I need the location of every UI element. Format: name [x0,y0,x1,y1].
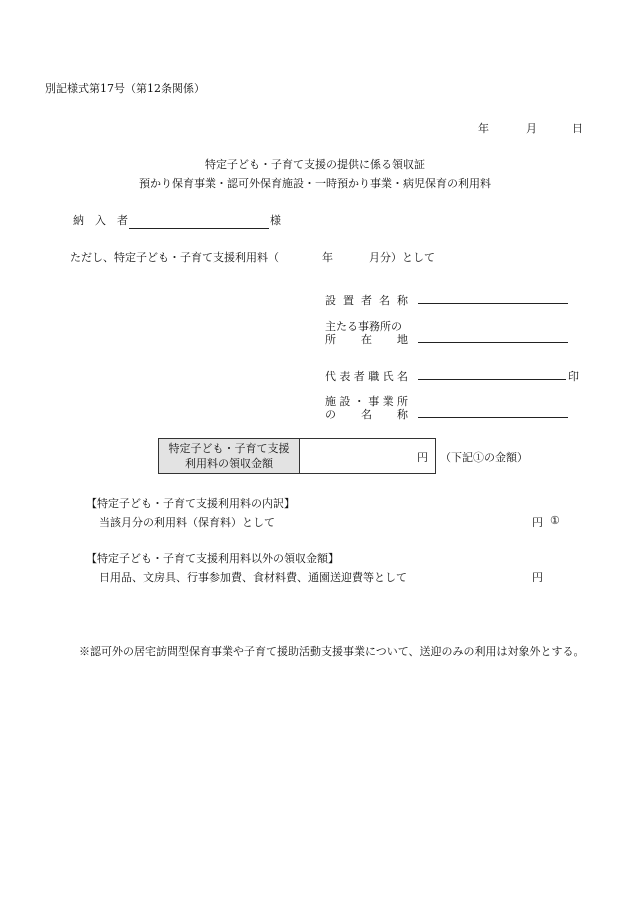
breakdown-item-marker: ① [550,514,560,527]
founder-name-field[interactable] [418,303,568,304]
date-day: 日 [572,122,583,135]
received-amount-label-line1: 特定子ども・子育て支援 [168,442,290,455]
seal-mark: 印 [568,370,579,383]
proviso-month: 月分）として [369,251,435,264]
facility-label-line2: の名称 [325,408,408,421]
received-amount-note: （下記①の金額） [440,451,528,464]
founder-name-label: 設置者名称 [325,294,408,307]
footnote: ※認可外の居宅訪問型保育事業や子育て援助活動支援事業について、送迎のみの利用は対象外とする。 [79,645,585,658]
representative-label: 代表者職氏名 [325,370,408,383]
document-title: 特定子ども・子育て支援の提供に係る領収証 [205,158,425,171]
payer-name-field[interactable] [129,228,269,229]
office-address-field[interactable] [418,342,568,343]
received-amount-unit: 円 [417,451,428,464]
proviso-year: 年 [322,251,333,264]
breakdown-heading: 【特定子ども・子育て支援利用料の内訳】 [86,497,295,510]
received-amount-label [159,439,300,473]
other-fees-heading: 【特定子ども・子育て支援利用料以外の領収金額】 [86,552,339,565]
date-month: 月 [526,122,537,135]
received-amount-field[interactable] [300,439,435,473]
facility-name-field[interactable] [418,417,568,418]
date-year: 年 [478,122,489,135]
other-fees-item-label: 日用品、文房具、行事参加費、食材料費、通園送迎費等として [99,571,407,584]
breakdown-item-unit: 円 [532,516,543,529]
facility-label-line1: 施設・事業所 [325,395,408,408]
form-number: 別記様式第17号（第12条関係） [45,82,205,95]
document-subtitle: 預かり保育事業・認可外保育施設・一時預かり事業・病児保育の利用料 [139,177,491,190]
proviso-text: ただし、特定子ども・子育て支援利用料（ [70,251,279,264]
office-label-line1: 主たる事務所の [325,320,402,333]
received-amount-box [158,438,436,474]
received-amount-label-line2: 利用料の領収金額 [185,457,273,470]
payer-suffix: 様 [270,214,281,227]
representative-name-field[interactable] [418,379,566,380]
office-label-line2: 所在地 [325,333,408,346]
other-fees-item-unit: 円 [532,571,543,584]
breakdown-item-label: 当該月分の利用料（保育料）として [99,516,275,529]
payer-label: 納入者 [73,214,128,227]
